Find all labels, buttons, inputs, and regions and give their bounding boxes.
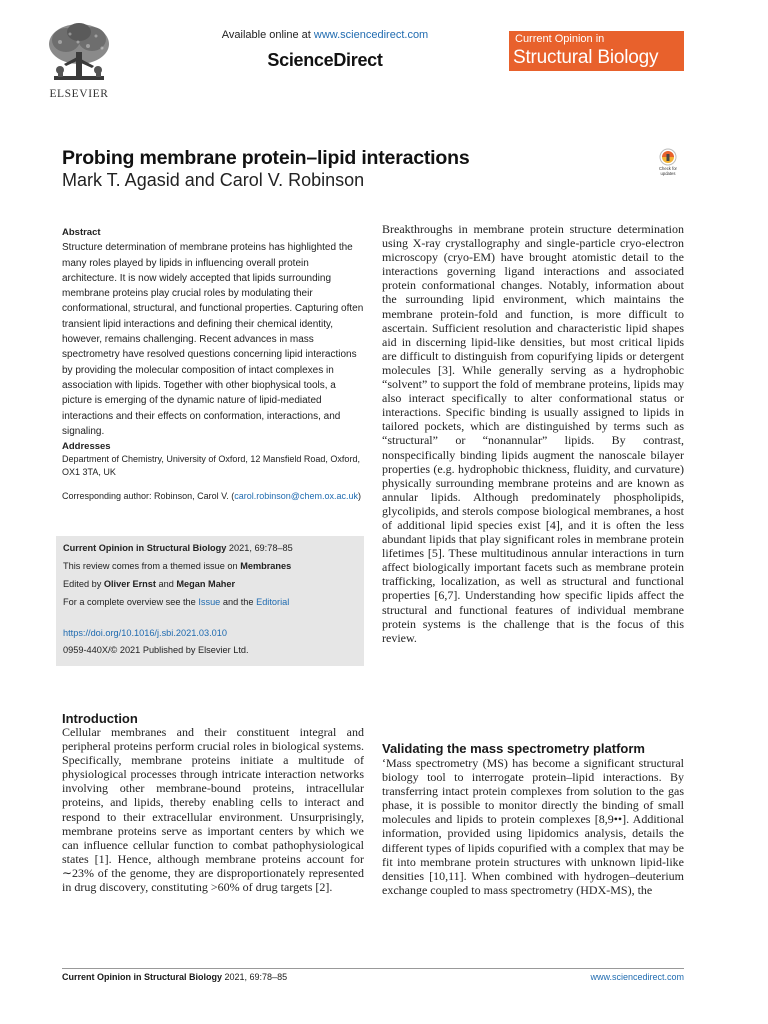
- footer-divider: [62, 968, 684, 969]
- crossmark-label-2: updates: [660, 171, 676, 176]
- infobox-overview-and: and the: [220, 597, 257, 607]
- corresponding-author: [62, 490, 364, 503]
- infobox-edited-prefix: Edited by: [63, 579, 104, 589]
- sciencedirect-link[interactable]: www.sciencedirect.com: [313, 29, 429, 41]
- addresses-text: Department of Chemistry, University of Oxford, 12 Mansfield Road, Oxford, OX1 3TA, UK: [62, 454, 360, 477]
- article-authors: Mark T. Agasid and Carol V. Robinson: [62, 170, 365, 190]
- crossmark-label-1: Check for: [659, 166, 677, 171]
- introduction-text: Cellular membranes and their constituent integral and peripheral proteins perform crucial roles in biological systems. Specifically, membrane proteins initiate a multitude of physiological processes through intricate interaction networks involving other membrane-bound proteins, intracellular proteins, and lipids, thereby enabling cells to interact and respond to their extracellular environment. Unsurprisingly, membrane proteins serve as important centers by which we can influence cellular function to combat pathophysiological states [1]. Hence, although membrane proteins account for ∼23% of the genome, they are disproportionately represented in drug discovery, constituting >60% of drug targets [2].: [62, 725, 364, 895]
- abstract-section: [62, 225, 364, 439]
- infobox-overview-prefix: For a complete overview see the: [63, 597, 199, 607]
- abstract-text: Structure determination of membrane proteins has highlighted the many roles played by lipids in influencing overall protein architecture. It is now widely accepted that lipids surrounding membrane proteins play crucial roles by modulating their conformational, structural, and functional properties. Capturing often transient lipid interactions and defining their chemical identity, however, remains challenging. Recent advances in mass spectrometry have resolved questions concerning lipid interactions by providing the molecular composition of intact complexes in association with lipids. Together with other biophysical tools, a picture is emerging of the dynamic nature of lipid-mediated interactions and their effects on conformation, interactions, and signaling.: [62, 242, 364, 437]
- corresponding-suffix: ): [357, 491, 361, 501]
- infobox-overview: [63, 592, 289, 612]
- article-title: Probing membrane protein–lipid interactions: [62, 147, 470, 169]
- check-for-updates-icon[interactable]: [651, 147, 685, 177]
- infobox-citation-detail: 2021, 69:78–85: [226, 543, 293, 553]
- right-column-text: Breakthroughs in membrane protein structure determination using X-ray crystallography and single-particle cryo-electron microscopy (cryo-EM) have brought atomistic detail to the interactions governing ligand interactions and associated protein conformational changes. Notably, information about the surrounding lipid environment, which maintains the membrane protein-fold and function, is more difficult to ascertain. Sufficient resolution and characteristic lipid shapes aid in discerning lipid-like densities, but most critical lipids are difficult to distinguish from copurifying lipids or detergent molecules [3]. While generally serving as a hydrophobic “solvent” to support the fold of membrane proteins, lipids may also interact specifically to alter conformational status or interactions. Specific binding is usually assigned to lipids in tailored pockets, which are distinguished by terms such as “structural” or “nonannular” lipids. By contrast, nonspecifically binding lipids augment the nanoscale bilayer properties (e.g. hydrophobic thickness, fluidity, and curvature) physically surrounding membrane proteins and are known as annular lipids. Although predominately phospholipids, glycolipids, and sterols compose biological membranes, a host of additional lipid species exist [4], and it is often the less abundant lipids that play significant roles in membrane protein lifetimes [5]. These multitudinous annular interactions in turn affect biologically important facets such as membrane protein trafficking, localization, as well as structural and functional properties [6,7]. Understanding how specific lipids affect the structural and functional features of individual membrane protein systems is the challenge that is the focus of this review.: [382, 222, 684, 645]
- journal-banner-line1: Current Opinion in: [515, 33, 605, 45]
- footer-citation-detail: 2021, 69:78–85: [222, 972, 288, 982]
- addresses-section: [62, 440, 364, 479]
- footer-url[interactable]: [534, 972, 684, 982]
- validating-heading: Validating the mass spectrometry platform: [382, 741, 645, 756]
- article-info-box: [56, 536, 364, 666]
- infobox-theme-name: Membranes: [240, 561, 292, 571]
- infobox-editor-2: Megan Maher: [176, 579, 236, 589]
- infobox-theme-prefix: This review comes from a themed issue on: [63, 561, 241, 571]
- footer-citation: [62, 972, 287, 982]
- doi-link[interactable]: https://doi.org/10.1016/j.sbi.2021.03.010: [63, 628, 227, 638]
- editorial-link[interactable]: Editorial: [256, 597, 290, 607]
- issue-link[interactable]: Issue: [198, 597, 221, 607]
- platform-name: ScienceDirect: [267, 50, 383, 70]
- corresponding-prefix: Corresponding author: Robinson, Carol V. (: [62, 491, 235, 501]
- footer-journal: Current Opinion in Structural Biology: [62, 972, 223, 982]
- journal-banner-line2: Structural Biology: [513, 47, 659, 68]
- corresponding-email-link[interactable]: carol.robinson@chem.ox.ac.uk: [234, 491, 358, 501]
- infobox-copyright: 0959-440X/© 2021 Published by Elsevier Ltd.: [63, 645, 249, 655]
- infobox-journal: Current Opinion in Structural Biology: [63, 543, 227, 553]
- availability-line: [200, 29, 450, 41]
- journal-banner: [509, 31, 684, 71]
- validating-text: ‘Mass spectrometry (MS) has become a significant structural biology tool to interrogate protein–lipid interactions. By transferring intact protein complexes from solution to the gas phase, it is possible to monitor directly the binding of small molecules and lipids to protein complexes [8,9••]. Additional information, provided using lipidomics analysis, details the different types of lipids copurified with a complex that may be fit into membrane protein structures with unknown lipid-like densities [10,11]. When combined with hydrogen–deuterium exchange coupled to mass spectrometry (HDX-MS), the: [382, 756, 684, 897]
- infobox-editor-1: Oliver Ernst: [103, 579, 156, 589]
- footer-url-link[interactable]: www.sciencedirect.com: [590, 972, 684, 982]
- publisher-name: ELSEVIER: [49, 88, 109, 100]
- addresses-label: Addresses: [62, 441, 111, 452]
- introduction-heading: Introduction: [62, 711, 138, 726]
- abstract-label: Abstract: [62, 227, 101, 238]
- availability-prefix: Available online at: [221, 29, 314, 41]
- infobox-edited-and: and: [155, 579, 177, 589]
